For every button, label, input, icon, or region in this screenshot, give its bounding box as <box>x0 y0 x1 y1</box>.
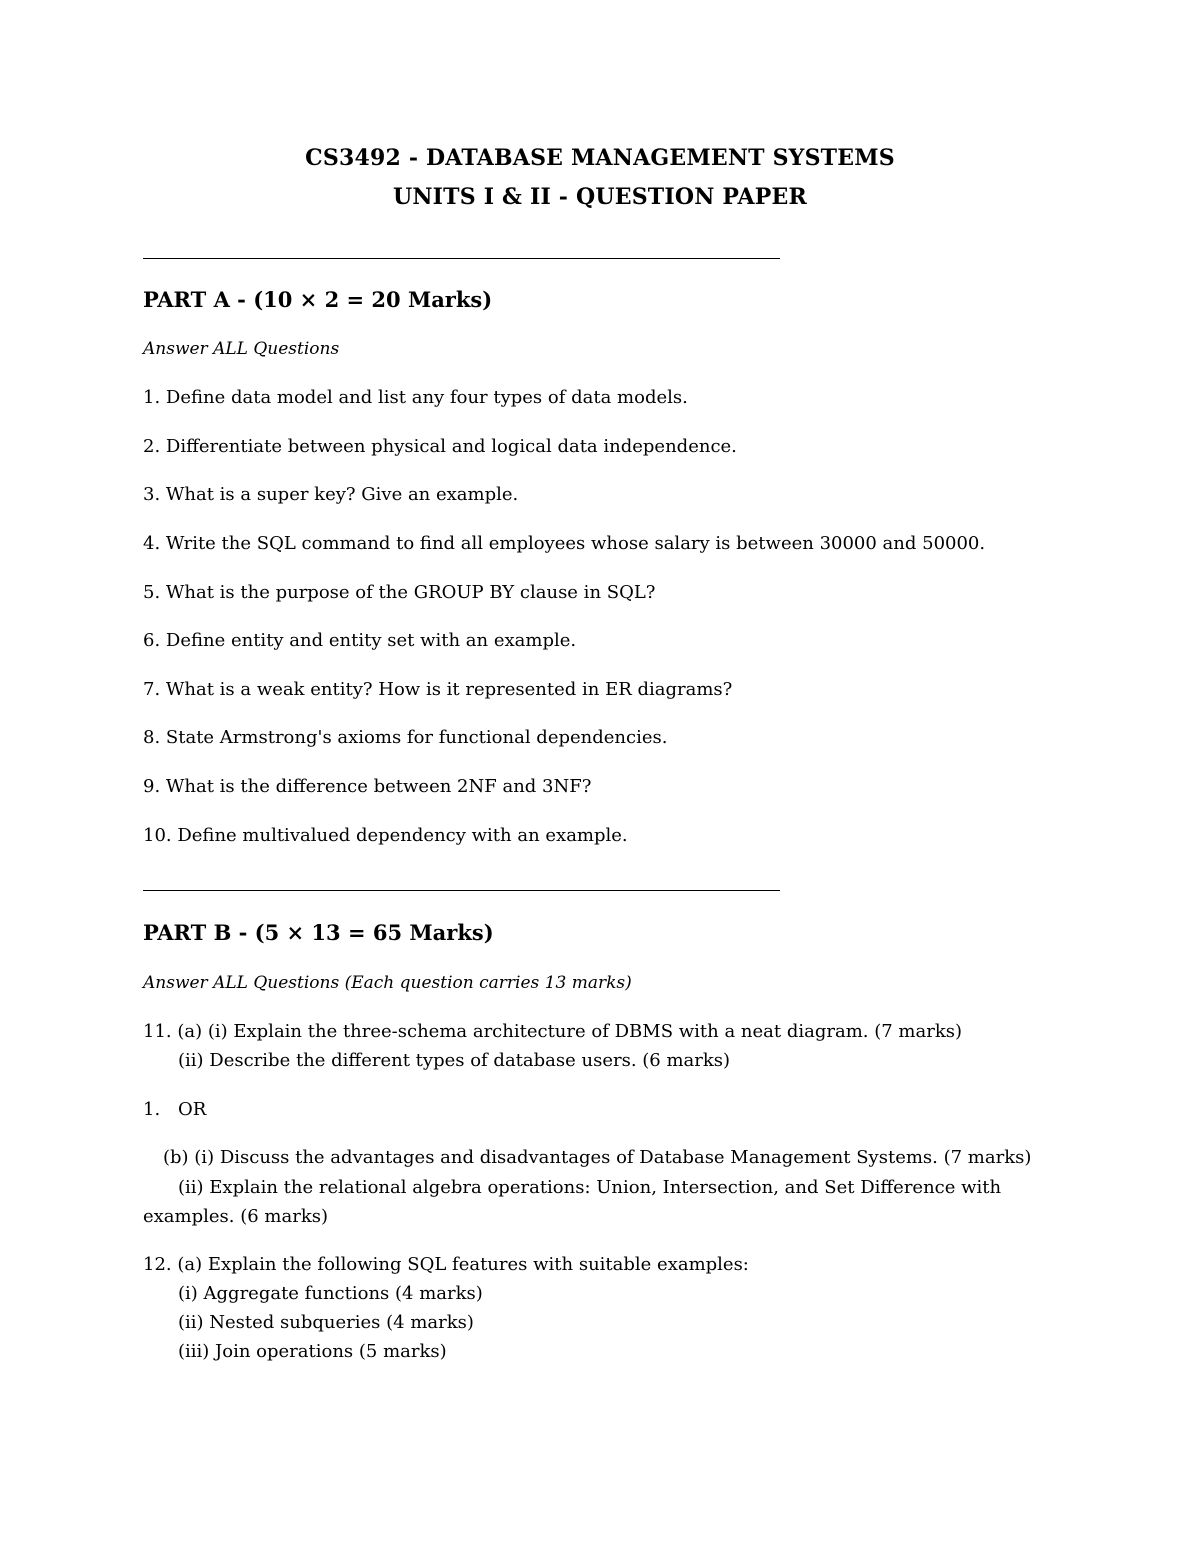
question-4: 4. Write the SQL command to find all employees whose salary is between 30000 and 50000. <box>143 533 986 554</box>
question-11b-ii: (ii) Explain the relational algebra operations: Union, Intersection, and Set Difference with <box>178 1177 1002 1198</box>
question-12a-i: (i) Aggregate functions (4 marks) <box>178 1283 483 1304</box>
part-a-heading: PART A - (10 × 2 = 20 Marks) <box>143 287 493 312</box>
part-b-heading: PART B - (5 × 13 = 65 Marks) <box>143 920 494 945</box>
divider <box>143 258 780 259</box>
question-3: 3. What is a super key? Give an example. <box>143 484 519 505</box>
question-8: 8. State Armstrong's axioms for functional dependencies. <box>143 727 668 748</box>
question-11a-i: 11. (a) (i) Explain the three-schema architecture of DBMS with a neat diagram. (7 marks) <box>143 1021 962 1042</box>
paper-subtitle: UNITS I & II - QUESTION PAPER <box>392 184 807 210</box>
question-7: 7. What is a weak entity? How is it represented in ER diagrams? <box>143 679 733 700</box>
question-12a: 12. (a) Explain the following SQL features with suitable examples: <box>143 1254 749 1275</box>
divider <box>143 890 780 891</box>
or-number: 1. <box>143 1099 161 1120</box>
question-10: 10. Define multivalued dependency with an example. <box>143 825 628 846</box>
question-6: 6. Define entity and entity set with an example. <box>143 630 577 651</box>
question-12a-iii: (iii) Join operations (5 marks) <box>178 1341 447 1362</box>
question-11a-ii: (ii) Describe the different types of database users. (6 marks) <box>178 1050 731 1071</box>
part-a-instruction: Answer ALL Questions <box>143 339 340 359</box>
question-12a-ii: (ii) Nested subqueries (4 marks) <box>178 1312 474 1333</box>
question-9: 9. What is the difference between 2NF and 3NF? <box>143 776 592 797</box>
question-11b-ii-continued: examples. (6 marks) <box>143 1206 328 1227</box>
question-11b-i: (b) (i) Discuss the advantages and disadvantages of Database Management Systems. (7 marks) <box>163 1147 1032 1168</box>
paper-title: CS3492 - DATABASE MANAGEMENT SYSTEMS <box>305 145 895 171</box>
part-b-instruction: Answer ALL Questions (Each question carries 13 marks) <box>143 973 632 993</box>
or-label: OR <box>178 1099 207 1120</box>
question-1: 1. Define data model and list any four types of data models. <box>143 387 688 408</box>
question-2: 2. Differentiate between physical and logical data independence. <box>143 436 737 457</box>
question-5: 5. What is the purpose of the GROUP BY clause in SQL? <box>143 582 656 603</box>
